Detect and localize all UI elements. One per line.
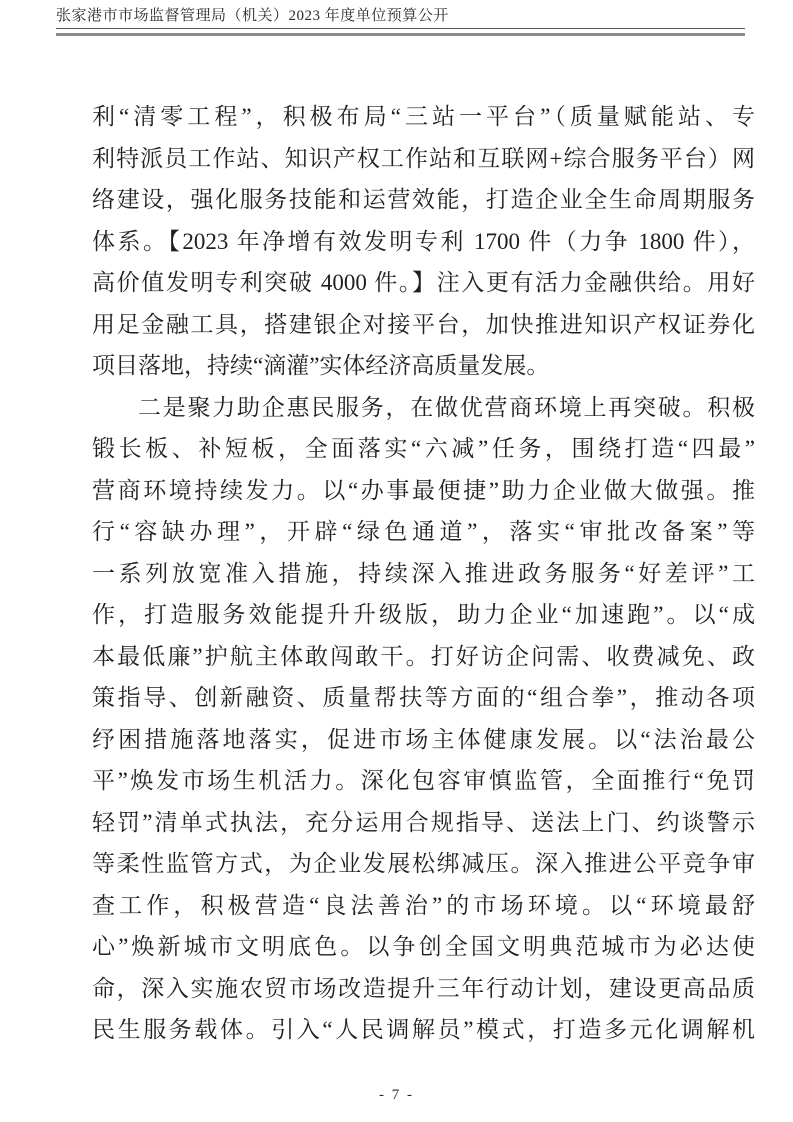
document-body [92, 96, 755, 1051]
body-line: 本最低廉”护航主体敢闯敢干。打好访企问需、收费减免、政 [92, 643, 755, 669]
page-footer [0, 1086, 793, 1104]
body-line: 作，打造服务效能提升升级版，助力企业“加速跑”。以“成 [92, 602, 755, 627]
body-line: 锻长板、补短板，全面落实“六减”任务，围绕打造“四最” [92, 436, 755, 461]
body-line: 利特派员工作站、知识产权工作站和互联网+综合服务平台）网 [92, 145, 755, 171]
body-line: 纾困措施落地落实，促进市场主体健康发展。以“法治最公 [92, 726, 755, 752]
body-line: 查工作，积极营造“良法善治”的市场环境。以“环境最舒 [92, 892, 755, 918]
page-number: - 7 - [379, 1087, 414, 1103]
body-line: 项目落地，持续“滴灌”实体经济高质量发展。 [92, 353, 550, 378]
body-line: 等柔性监管方式，为企业发展松绑减压。深入推进公平竞争审 [92, 851, 755, 876]
body-line: 轻罚”清单式执法，充分运用合规指导、送法上门、约谈警示 [92, 809, 755, 835]
body-line: 行“容缺办理”，开辟“绿色通道”，落实“审批改备案”等 [92, 519, 755, 544]
body-line: 利“清零工程”，积极布局“三站一平台”（质量赋能站、专 [92, 104, 755, 129]
header-rule-thin [56, 28, 745, 29]
body-line: 二是聚力助企惠民服务，在做优营商环境上再突破。积极 [138, 394, 755, 420]
body-line: 用足金融工具，搭建银企对接平台，加快推进知识产权证券化 [92, 311, 755, 337]
body-line: 体系。【2023 年净增有效发明专利 1700 件（力争 1800 件）， [92, 228, 755, 254]
header-title: 张家港市市场监督管理局（机关）2023 年度单位预算公开 [56, 8, 449, 24]
body-line: 命，深入实施农贸市场改造提升三年行动计划，建设更高品质 [92, 975, 755, 1001]
body-line: 一系列放宽准入措施，持续深入推进政务服务“好差评”工 [92, 560, 755, 586]
body-line: 平”焕发市场生机活力。深化包容审慎监管，全面推行“免罚 [92, 768, 755, 793]
header-rule-thick [56, 33, 745, 36]
body-line: 营商环境持续发力。以“办事最便捷”助力企业做大做强。推 [92, 477, 755, 503]
body-line: 高价值发明专利突破 4000 件。】注入更有活力金融供给。用好 [92, 270, 755, 295]
body-line: 民生服务载体。引入“人民调解员”模式，打造多元化调解机 [92, 1017, 755, 1042]
body-line: 络建设，强化服务技能和运营效能，打造企业全生命周期服务 [92, 187, 755, 212]
body-line: 策指导、创新融资、质量帮扶等方面的“组合拳”，推动各项 [92, 685, 755, 710]
body-line: 心”焕新城市文明底色。以争创全国文明典范城市为必达使 [92, 934, 755, 959]
page-header [56, 8, 745, 36]
